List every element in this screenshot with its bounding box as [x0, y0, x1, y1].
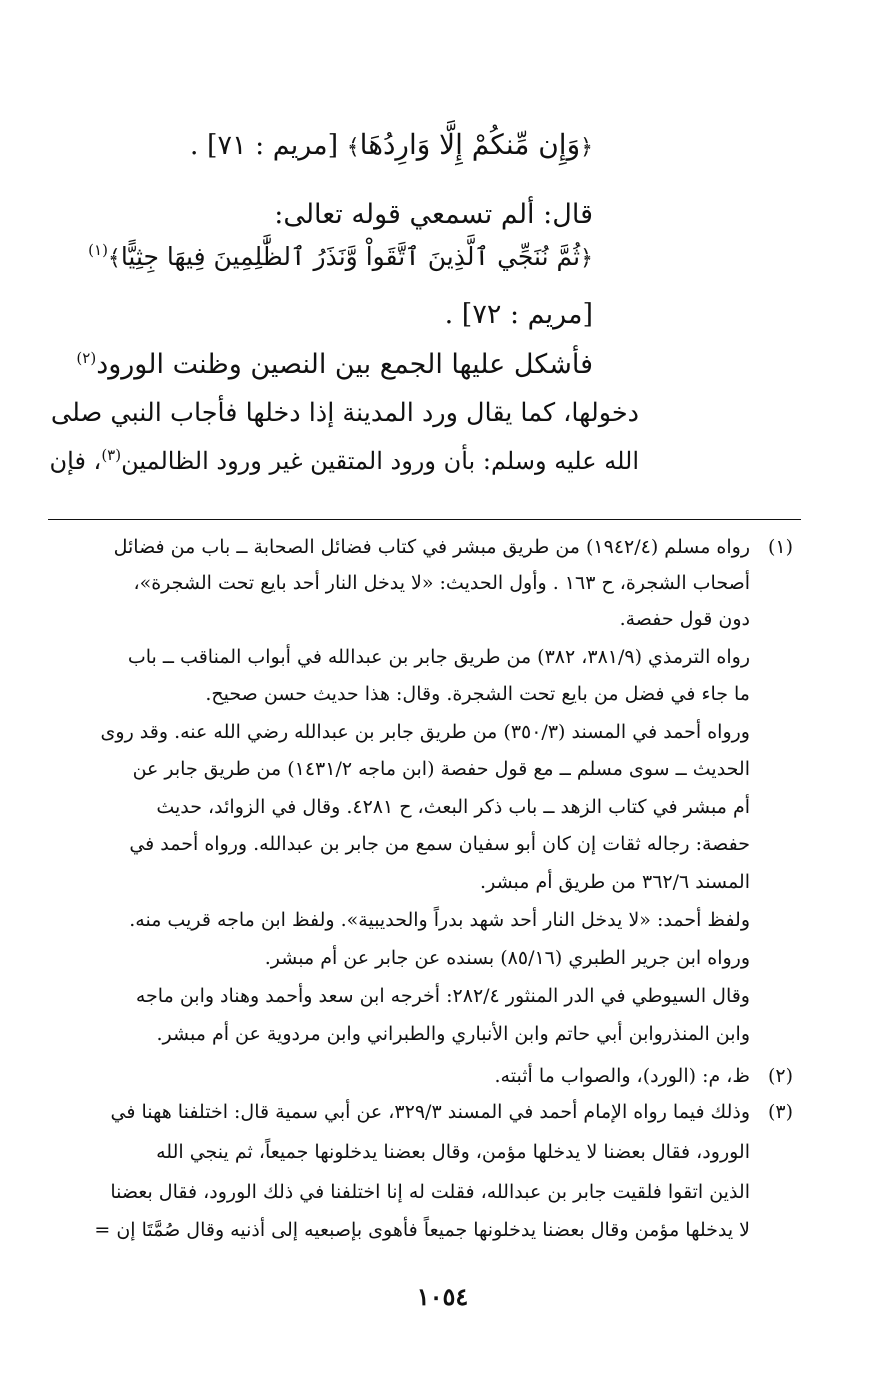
paragraph-text: فأشكل عليها الجمع بين النصين وظنت الورود: [96, 349, 593, 380]
footnote-3-line: الورود، فقال بعضنا لا يدخلها مؤمن، وقال بعضنا يدخلونها جميعاً، ثم ينجي الله: [156, 1141, 750, 1163]
quran-verse-1: وَإِن مِّنكُمْ إِلَّا وَارِدُهَا: [359, 128, 581, 161]
paragraph-text: ، فإن: [49, 447, 102, 475]
footnote-number-1: (١): [767, 536, 793, 558]
footnote-1-line: ورواه أحمد في المسند (٣٥٠/٣) من طريق جابر بن عبدالله رضي الله عنه. وقد روى: [100, 721, 750, 743]
footnote-1-line: وقال السيوطي في الدر المنثور ٢٨٢/٤: أخرجه ابن سعد وأحمد وهناد وابن ماجه: [135, 985, 750, 1007]
footnote-1-line: أصحاب الشجرة، ح ١٦٣ . وأول الحديث: «لا يدخل النار أحد بايع تحت الشجرة»،: [133, 572, 750, 594]
footnote-1-line: الحديث ــ سوى مسلم ــ مع قول حفصة (ابن ماجه ١٤٣١/٢) من طريق جابر عن: [132, 758, 750, 780]
footnote-3-line: وذلك فيما رواه الإمام أحمد في المسند ٣٢٩/٣، عن أبي سمية قال: اختلفنا ههنا في: [110, 1101, 750, 1123]
paragraph-line-3: [50, 444, 639, 478]
verse-open-ornament: ﴿: [580, 135, 593, 160]
footnote-number-2: (٢): [767, 1065, 793, 1087]
footnote-1-line: ولفظ أحمد: «لا يدخل النار أحد شهد بدراً والحديبية». ولفظ ابن ماجه قريب منه.: [129, 909, 750, 931]
quran-verse-2: ثُمَّ نُنَجِّي ٱلَّذِينَ ٱتَّقَواْ وَّنَذَرُ ٱلظَّٰلِمِينَ فِيهَا جِثِيًّا: [120, 242, 581, 271]
footnote-3-line: الذين اتقوا فلقيت جابر بن عبدالله، فقلت له إنا اختلفنا في ذلك الورود، فقال بعضنا: [110, 1181, 750, 1203]
footnote-2-text: ظ، م: (الورد)، والصواب ما أثبته.: [494, 1065, 750, 1087]
footnote-1-line: المسند ٣٦٢/٦ من طريق أم مبشر.: [480, 871, 750, 893]
footnote-number-3: (٣): [767, 1101, 793, 1123]
verse-citation-2: [مريم : ٧٢] .: [444, 299, 593, 330]
footnote-ref-3: (٣): [101, 446, 122, 464]
verse-close-ornament: ﴾: [346, 135, 360, 160]
footnote-1-line: رواه مسلم (١٩٤٢/٤) من طريق مبشر في كتاب فضائل الصحابة ــ باب من فضائل: [113, 536, 750, 558]
footnote-1-line: ما جاء في فضل من بايع تحت الشجرة. وقال: هذا حديث حسن صحيح.: [205, 683, 750, 705]
footnote-ref-1: (١): [88, 241, 108, 259]
paragraph-line-2: دخولها، كما يقال ورد المدينة إذا دخلها فأجاب النبي صلى: [50, 398, 639, 428]
page-number: ١٠٥٤: [416, 1282, 469, 1311]
verse-line-2: [88, 240, 593, 276]
paragraph-text: الله عليه وسلم: بأن ورود المتقين غير ورود الظالمين: [121, 447, 639, 475]
footnote-1-line: حفصة: رجاله ثقات إن كان أبو سفيان سمع من جابر بن عبدالله. ورواه أحمد في: [129, 833, 750, 855]
footnote-1-line: أم مبشر في كتاب الزهد ــ باب ذكر البعث، ح ٤٢٨١. وقال في الزوائد، حديث: [156, 796, 750, 818]
footnote-divider: [48, 519, 801, 520]
paragraph-line-1: [76, 348, 593, 382]
qal-line: قال: ألم تسمعي قوله تعالى:: [274, 199, 593, 230]
verse-citation-1: [مريم : ٧١] .: [189, 130, 339, 161]
footnote-ref-2: (٢): [76, 349, 97, 367]
verse-open-ornament: ﴿: [580, 246, 593, 271]
footnote-1-line: ورواه ابن جرير الطبري (٨٥/١٦) بسنده عن جابر عن أم مبشر.: [264, 947, 750, 969]
footnote-1-line: وابن المنذروابن أبي حاتم وابن الأنباري والطبراني وابن مردوية عن أم مبشر.: [156, 1023, 750, 1045]
footnote-3-line: لا يدخلها مؤمن وقال بعضنا يدخلونها جميعاً فأهوى بإصبعيه إلى أذنيه وقال صُمَّتَا إن =: [94, 1219, 750, 1241]
footnote-1-line: رواه الترمذي (٣٨١/٩، ٣٨٢) من طريق جابر بن عبدالله في أبواب المناقب ــ باب: [127, 646, 750, 668]
verse-line-1: [190, 128, 593, 165]
footnote-1-line: دون قول حفصة.: [619, 608, 750, 630]
verse-close-ornament: ﴾: [107, 246, 121, 271]
